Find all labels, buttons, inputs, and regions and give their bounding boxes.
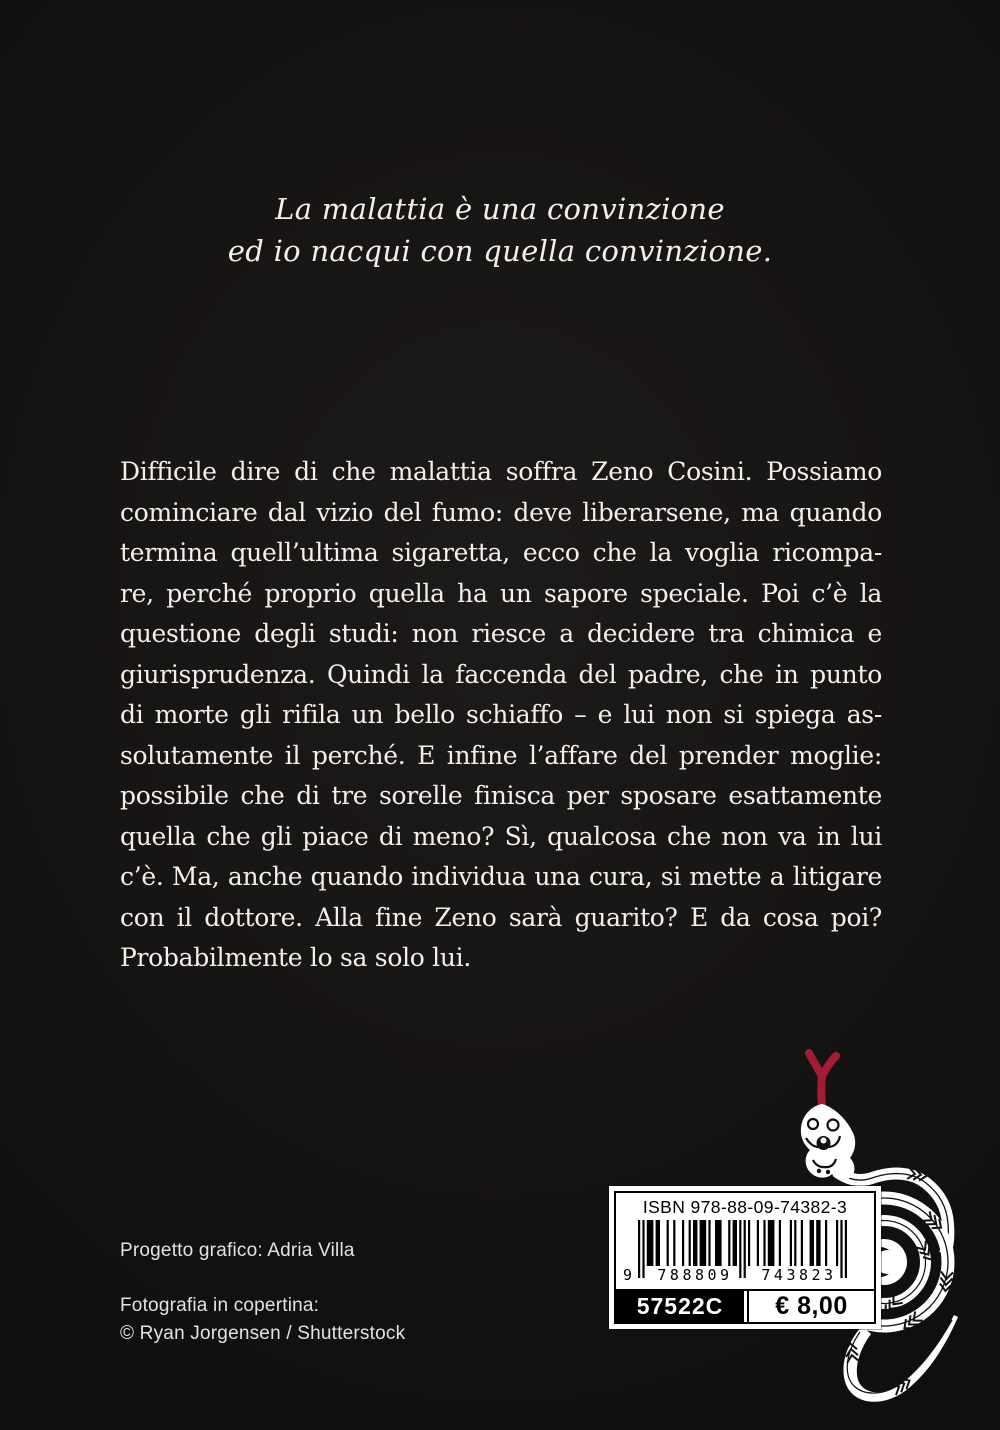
label-bottom-row	[616, 1289, 874, 1322]
quote-line: La malattia è una convinzione	[275, 192, 725, 226]
blurb-line: possibile che di tre sorelle finisca per sposare esattamente	[120, 781, 882, 810]
blurb-line: Probabilmente lo sa solo lui.	[120, 943, 472, 972]
blurb-line: c’è. Ma, anche quando individua una cura, si mette a litigare	[120, 862, 882, 891]
isbn-text: ISBN 978-88-09-74382-3	[642, 1197, 848, 1217]
blurb-line: giurisprudenza. Quindi la faccenda del padre, che in punto	[120, 659, 882, 689]
blurb-line: solutamente il perché. E infine l’affare del prender moglie:	[120, 740, 882, 770]
snake-head-icon	[801, 1104, 855, 1180]
barcode-area	[616, 1219, 874, 1289]
barcode-digit-lead: 9	[623, 1266, 633, 1284]
quote-line: ed io nacqui con quella convinzione.	[227, 234, 773, 268]
edition-code: 57522C	[616, 1291, 744, 1322]
blurb-line: di morte gli rifila un bello schiaffo – e lui non si spiega as-	[120, 700, 882, 729]
blurb-line: con il dottore. Alla fine Zeno sarà guarito? E da cosa poi?	[120, 902, 882, 932]
blurb-line: re, perché proprio quella ha un sapore speciale. Poi c’è la	[120, 578, 882, 608]
blurb-line: termina quell’ultima sigaretta, ecco che la voglia ricompa-	[120, 538, 882, 567]
price-label-frame	[614, 1191, 876, 1324]
blurb-line: Difficile dire di che malattia soffra Zeno Cosini. Possiamo	[120, 457, 882, 486]
blurb-line: questione degli studi: non riesce a decidere tra chimica e	[120, 619, 882, 648]
photo-credit	[120, 1292, 405, 1348]
design-credit: Progetto grafico: Adria Villa	[120, 1240, 355, 1261]
blurb-text	[120, 452, 882, 979]
photo-credit-line: © Ryan Jorgensen / Shutterstock	[120, 1323, 406, 1344]
snake-tongue-icon	[809, 1053, 836, 1107]
price-value: € 8,00	[747, 1291, 874, 1322]
photo-credit-heading: Fotografia in copertina:	[120, 1295, 320, 1316]
price-label	[609, 1186, 881, 1329]
blurb-line: quella che gli piace di meno? Sì, qualcosa che non va in lui	[120, 821, 882, 851]
barcode-digits	[616, 1266, 874, 1284]
barcode-digit-group1: 788809	[657, 1266, 733, 1284]
cover-quote	[0, 188, 1000, 272]
blurb-line: cominciare dal vizio del fumo: deve liberarsene, ma quando	[120, 497, 882, 527]
barcode-digit-group2: 743823	[761, 1266, 837, 1284]
